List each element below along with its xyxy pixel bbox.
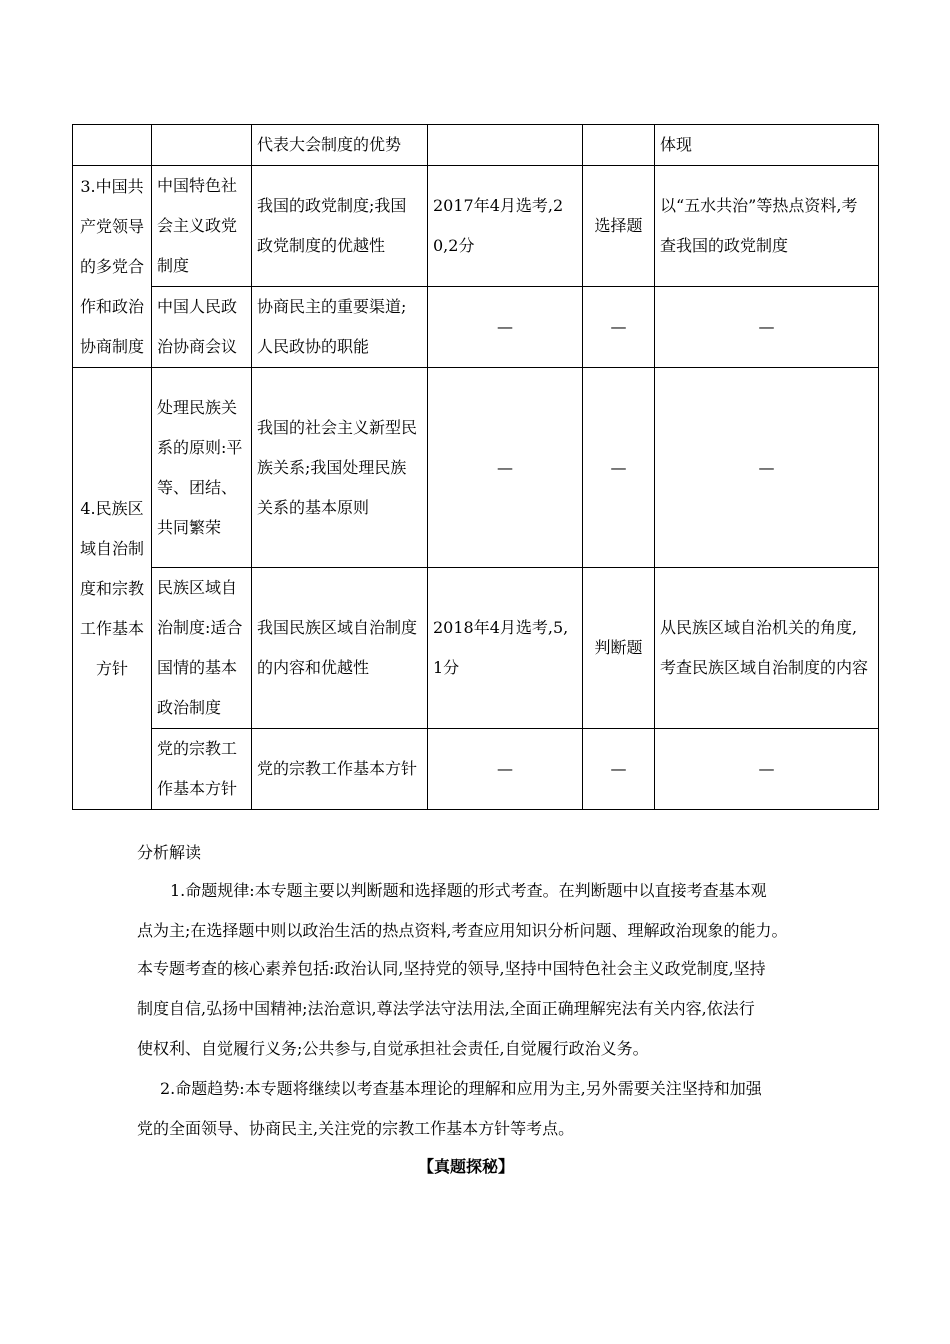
exam-topic-table [72, 124, 879, 810]
table-cell: 我国的社会主义新型民族关系;我国处理民族关系的基本原则 [252, 368, 428, 568]
table-cell: — [655, 287, 879, 368]
table-cell: — [583, 729, 655, 810]
table-cell: 党的宗教工作基本方针 [152, 729, 252, 810]
table-cell: 党的宗教工作基本方针 [252, 729, 428, 810]
table-cell: 我国的政党制度;我国政党制度的优越性 [252, 166, 428, 287]
table-row [73, 287, 879, 368]
table-cell: — [428, 368, 583, 568]
table-cell: 选择题 [583, 166, 655, 287]
table-row [73, 368, 879, 568]
table-cell: 4.民族区域自治制度和宗教工作基本方针 [73, 368, 152, 810]
table-cell: 中国特色社会主义政党制度 [152, 166, 252, 287]
table-cell: 2018年4月选考,5,1分 [428, 568, 583, 729]
table-cell: 以“五水共治”等热点资料,考查我国的政党制度 [655, 166, 879, 287]
table-cell: — [583, 287, 655, 368]
table-cell [152, 125, 252, 166]
table-cell: 从民族区域自治机关的角度,考查民族区域自治制度的内容 [655, 568, 879, 729]
analysis-paragraph-line: 2.命题趋势:本专题将继续以考查基本理论的理解和应用为主,另外需要关注坚持和加强 [160, 1079, 762, 1098]
table-cell: 中国人民政治协商会议 [152, 287, 252, 368]
table-row [73, 568, 879, 729]
table-cell: — [655, 368, 879, 568]
table-cell: 3.中国共产党领导的多党合作和政治协商制度 [73, 166, 152, 368]
table-cell: 我国民族区域自治制度的内容和优越性 [252, 568, 428, 729]
table-row [73, 125, 879, 166]
table-cell: 处理民族关系的原则:平等、团结、共同繁荣 [152, 368, 252, 568]
analysis-paragraph-line: 使权利、自觉履行义务;公共参与,自觉承担社会责任,自觉履行政治义务。 [137, 1039, 649, 1058]
table-cell: 2017年4月选考,20,2分 [428, 166, 583, 287]
table-row [73, 166, 879, 287]
analysis-paragraph-line: 1.命题规律:本专题主要以判断题和选择题的形式考查。在判断题中以直接考查基本观 [170, 881, 767, 900]
analysis-paragraph-line: 制度自信,弘扬中国精神;法治意识,尊法学法守法用法,全面正确理解宪法有关内容,依法行 [137, 999, 755, 1018]
table-cell: 体现 [655, 125, 879, 166]
analysis-paragraph-line: 点为主;在选择题中则以政治生活的热点资料,考查应用知识分析问题、理解政治现象的能力。 [137, 921, 788, 940]
table-cell: 代表大会制度的优势 [252, 125, 428, 166]
table-cell [428, 125, 583, 166]
table-cell [583, 125, 655, 166]
table-cell [73, 125, 152, 166]
table-cell: — [655, 729, 879, 810]
table-cell: 协商民主的重要渠道;人民政协的职能 [252, 287, 428, 368]
analysis-paragraph-line: 本专题考查的核心素养包括:政治认同,坚持党的领导,坚持中国特色社会主义政党制度,坚持 [137, 959, 766, 978]
table-cell: 民族区域自治制度:适合国情的基本政治制度 [152, 568, 252, 729]
table-cell: — [583, 368, 655, 568]
table-cell: — [428, 729, 583, 810]
analysis-title: 分析解读 [137, 843, 202, 862]
analysis-paragraph-line: 党的全面领导、协商民主,关注党的宗教工作基本方针等考点。 [137, 1119, 575, 1138]
table-row [73, 729, 879, 810]
table-cell: — [428, 287, 583, 368]
section-heading: 【真题探秘】 [418, 1157, 515, 1176]
table-cell: 判断题 [583, 568, 655, 729]
